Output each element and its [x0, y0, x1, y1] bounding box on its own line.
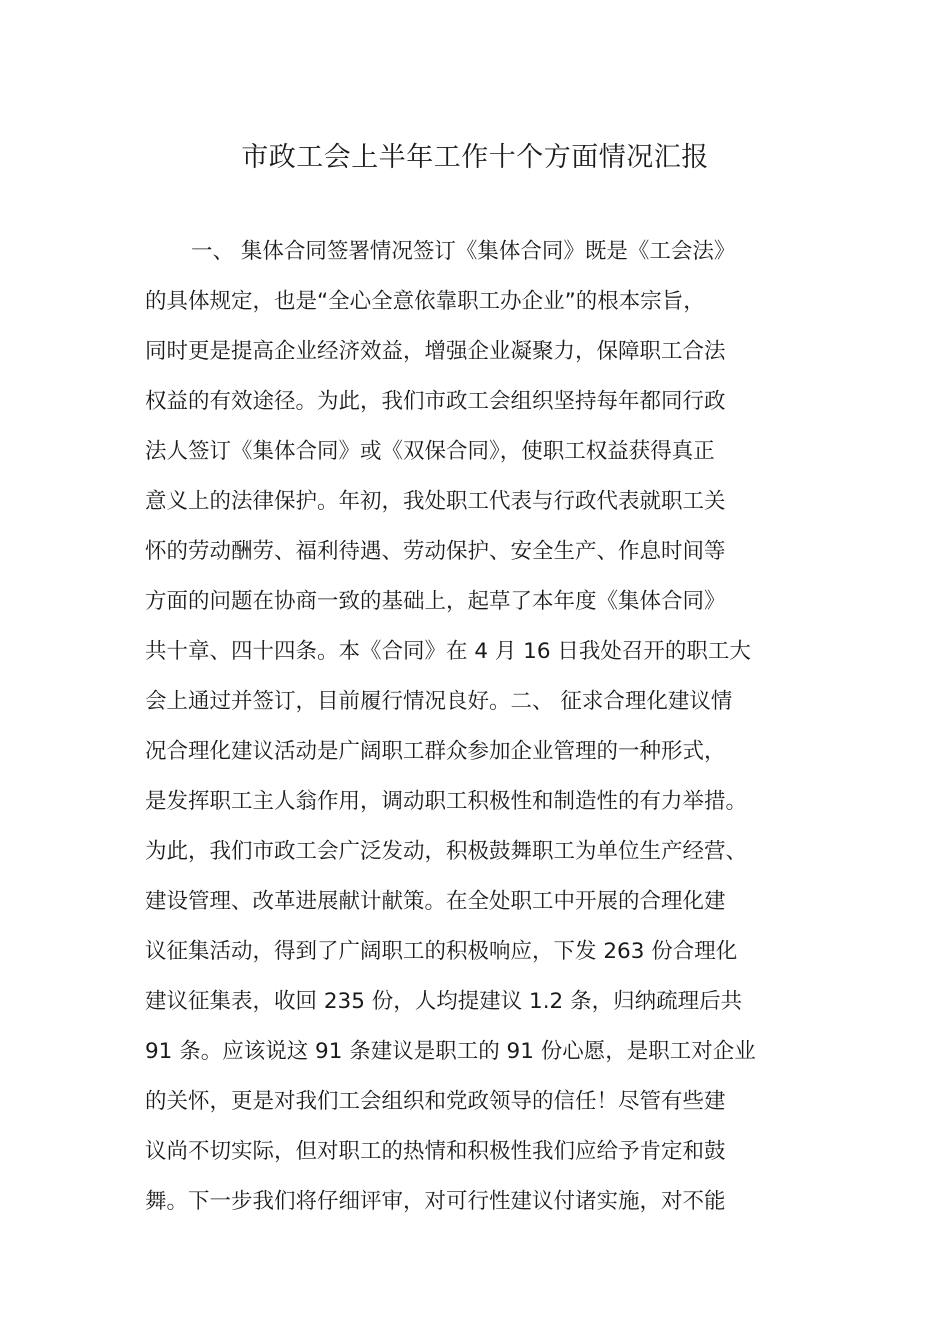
body-line: 为此，我们市政工会广泛发动，积极鼓舞职工为单位生产经营、	[145, 839, 748, 864]
body-line: 意义上的法律保护。年初，我处职工代表与行政代表就职工关	[145, 489, 726, 514]
document-body	[145, 232, 845, 1232]
body-line: 法人签订《集体合同》或《双保合同》，使职工权益获得真正	[145, 439, 715, 464]
body-line: 同时更是提高企业经济效益，增强企业凝聚力，保障职工合法	[145, 339, 726, 364]
body-line: 共十章、四十四条。本《合同》在 4 月 16 日我处召开的职工大	[145, 639, 751, 664]
body-line: 方面的问题在协商一致的基础上，起草了本年度《集体合同》	[145, 589, 726, 614]
body-line: 一、 集体合同签署情况签订《集体合同》既是《工会法》	[191, 239, 736, 264]
body-line: 况合理化建议活动是广阔职工群众参加企业管理的一种形式，	[145, 739, 726, 764]
body-line: 建设管理、改革进展献计献策。在全处职工中开展的合理化建	[145, 889, 726, 914]
body-line: 怀的劳动酬劳、福利待遇、劳动保护、安全生产、作息时间等	[145, 539, 726, 564]
body-line: 议征集活动，得到了广阔职工的积极响应，下发 263 份合理化	[145, 939, 738, 964]
document-title: 市政工会上半年工作十个方面情况汇报	[241, 142, 709, 173]
body-line: 建议征集表，收回 235 份，人均提建议 1.2 条，归纳疏理后共	[145, 989, 743, 1014]
body-line: 91 条。应该说这 91 条建议是职工的 91 份心愿，是职工对企业	[145, 1039, 756, 1064]
body-line: 会上通过并签订，目前履行情况良好。二、 征求合理化建议情	[145, 689, 733, 714]
body-line: 权益的有效途径。为此，我们市政工会组织坚持每年都同行政	[145, 389, 726, 414]
body-line: 舞。下一步我们将仔细评审，对可行性建议付诸实施，对不能	[145, 1189, 726, 1214]
body-line: 是发挥职工主人翁作用，调动职工积极性和制造性的有力举措。	[145, 789, 748, 814]
body-line: 的关怀，更是对我们工会组织和党政领导的信任！尽管有些建	[145, 1089, 726, 1114]
body-line: 的具体规定，也是“全心全意依靠职工办企业”的根本宗旨，	[145, 289, 705, 314]
body-line: 议尚不切实际，但对职工的热情和积极性我们应给予肯定和鼓	[145, 1139, 726, 1164]
